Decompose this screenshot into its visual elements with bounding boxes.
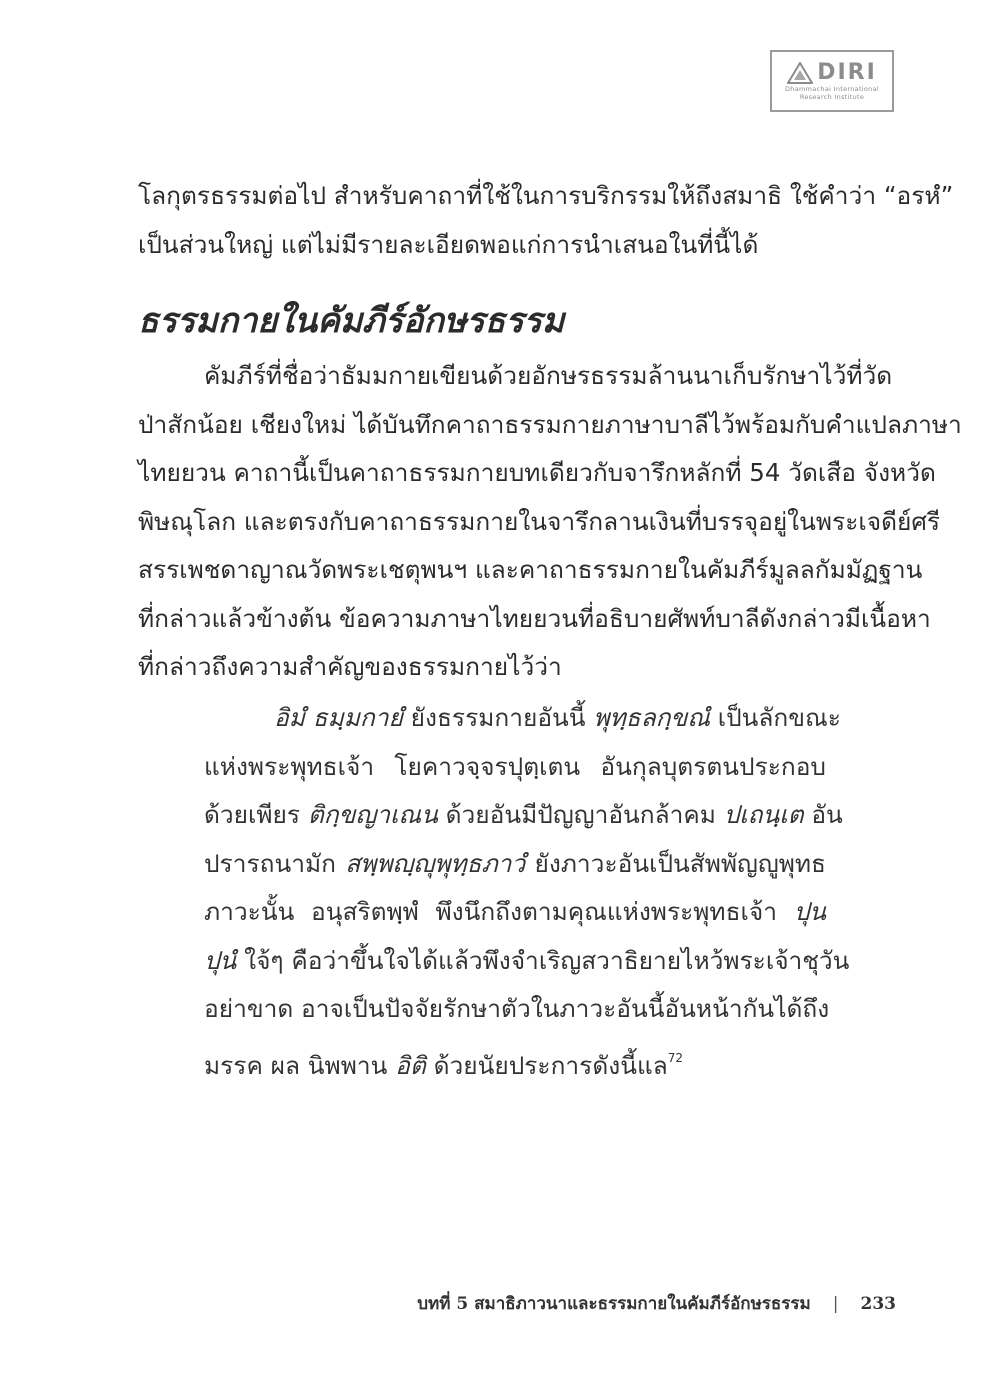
page-number: 233 [860, 1293, 896, 1314]
body-line-7: ที่กล่าวถึงความสำคัญของธรรมกายไว้ว่า [138, 652, 562, 681]
logo-name: DIRI [817, 60, 877, 85]
quote-line-6: ปุนํ ใจ้ๆ คือว่าขึ้นใจได้แล้วพึงจำเริญสวาธิยายไหว้พระเจ้าชุวัน [204, 946, 850, 975]
quote-line-8: มรรค ผล นิพพาน อิติ ด้วยนัยประการดังนี้แล$^{72}$ [204, 1051, 684, 1080]
body-line-4: พิษณุโลก และตรงกับคาถาธรรมกายในจารึกลานเงินที่บรรจุอยู่ในพระเจดีย์ศรี [138, 507, 941, 536]
chapter-title: บทที่ 5 สมาธิภาวนาและธรรมกายในคัมภีร์อักษรธรรม [417, 1294, 811, 1314]
intro-line-1: โลกุตรธรรมต่อไป สำหรับคาถาที่ใช้ในการบริกรรมให้ถึงสมาธิ ใช้คำว่า “อรหํ” [138, 181, 954, 210]
body-line-5: สรรเพชดาญาณวัดพระเชตุพนฯ และคาถาธรรมกายในคัมภีร์มูลลกัมมัฏฐาน [138, 555, 923, 584]
footnote-ref[interactable]: 72 [667, 1051, 684, 1065]
footer-separator: | [832, 1293, 839, 1314]
page-footer [417, 1290, 896, 1317]
body-line-1: คัมภีร์ที่ชื่อว่าธัมมกายเขียนด้วยอักษรธรรมล้านนาเก็บรักษาไว้ที่วัด [204, 361, 893, 390]
triangle-logo-icon [787, 62, 813, 84]
logo-subtitle: Dhammachai International Research Institute [785, 85, 879, 101]
quote-line-3: ด้วยเพียร ติกฺขญาเณน ด้วยอันมีปัญญาอันกล้าคม ปเถนฺเต อัน [204, 800, 843, 829]
quote-line-4: ปรารถนามัก สพฺพญฺญุพุทฺธภาวํ ยังภาวะอันเป็นสัพพัญญูพุทธ [204, 849, 826, 878]
section-heading: ธรรมกายในคัมภีร์อักษรธรรม [138, 301, 565, 341]
body-line-6: ที่กล่าวแล้วข้างต้น ข้อความภาษาไทยยวนที่อธิบายศัพท์บาลีดังกล่าวมีเนื้อหา [138, 604, 931, 633]
quote-line-7: อย่าขาด อาจเป็นปัจจัยรักษาตัวในภาวะอันนี้อันหน้ากันได้ถึง [204, 994, 830, 1023]
quote-line-1: อิมํ ธมฺมกายํ ยังธรรมกายอันนี้ พุทฺธลกฺขณํ เป็นลักขณะ [274, 703, 841, 732]
quote-line-2: แห่งพระพุทธเจ้า โยคาวจฺจรปุตฺเตน อันกุลบุตรตนประกอบ [204, 752, 826, 781]
body-line-3: ไทยยวน คาถานี้เป็นคาถาธรรมกายบทเดียวกับจารึกหลักที่ 54 วัดเสือ จังหวัด [138, 458, 936, 487]
quote-line-5: ภาวะนั้น อนุสริตพฺพํ พึงนึกถึงตามคุณแห่งพระพุทธเจ้า ปุน [204, 897, 826, 926]
body-line-2: ป่าสักน้อย เชียงใหม่ ได้บันทึกคาถาธรรมกายภาษาบาลีไว้พร้อมกับคำแปลภาษา [138, 410, 962, 439]
diri-logo [770, 50, 894, 112]
intro-line-2: เป็นส่วนใหญ่ แต่ไม่มีรายละเอียดพอแก่การนำเสนอในที่นี้ได้ [138, 230, 759, 259]
